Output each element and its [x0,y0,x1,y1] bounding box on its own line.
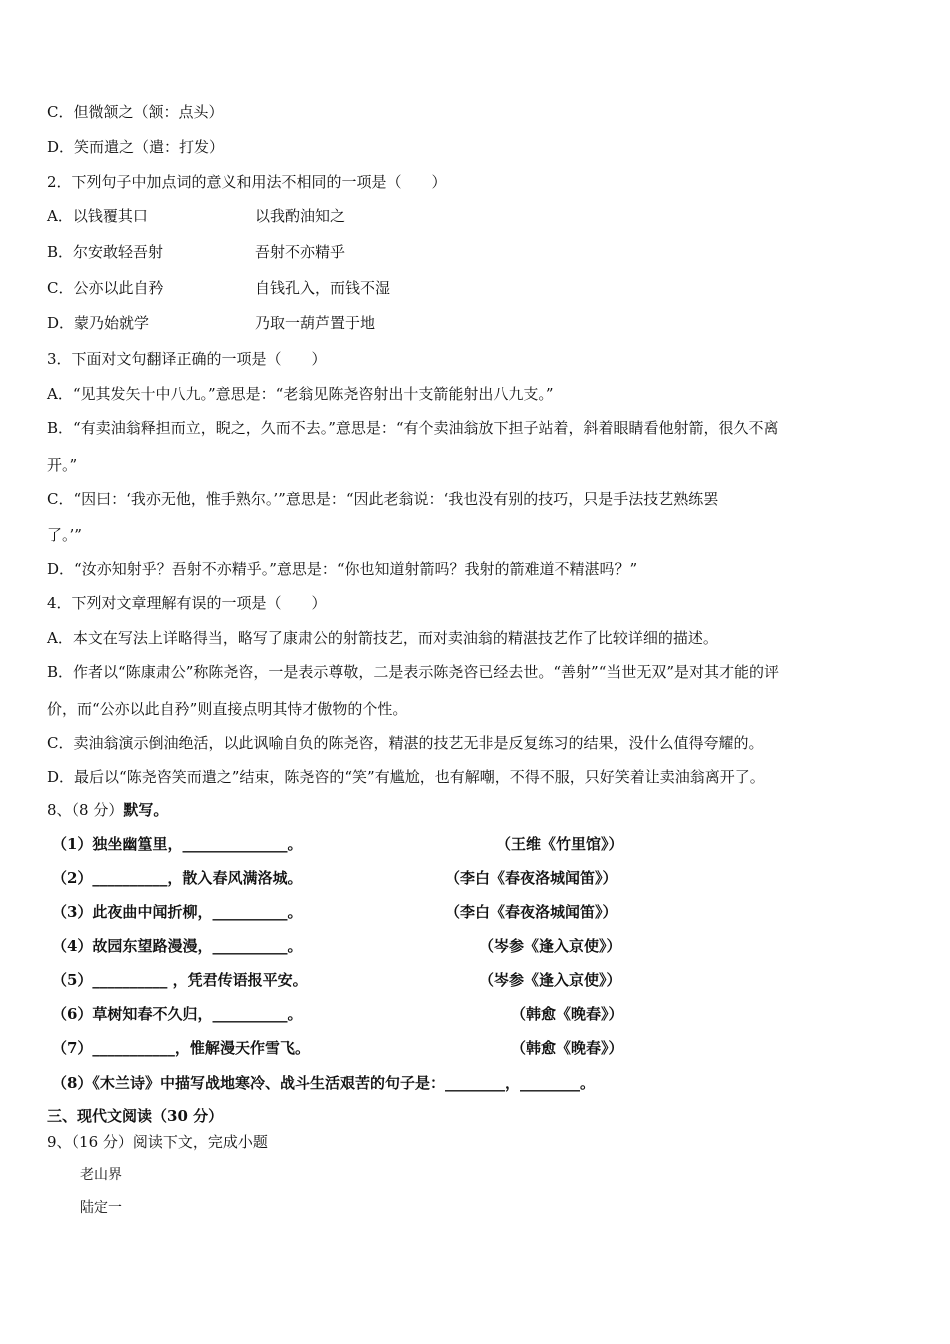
q8-item-5 [52,970,652,990]
q8-item-2-text: （2）__________，散入春风满洛城。 [52,869,303,887]
q3-option-a: A．“见其发矢十中八九。”意思是：“老翁见陈尧咨射出十支箭能射出八九支。” [47,385,554,403]
q8-item-7 [52,1038,652,1058]
q2-option-c-right: 自钱孔入，而钱不湿 [255,279,391,297]
passage-title: 老山界 [80,1167,122,1183]
q8-item-7-source: （韩愈《晚春》） [511,1039,624,1057]
q4-option-c: C．卖油翁演示倒油绝活，以此讽喻自负的陈尧咨，精湛的技艺无非是反复练习的结果，没什么值得夸耀的。 [47,734,764,752]
q4-option-a: A．本文在写法上详略得当，略写了康肃公的射箭技艺，而对卖油翁的精湛技艺作了比较详细的描述。 [47,629,718,647]
q2-option-d-left: D．蒙乃始就学 [47,314,150,332]
q1-option-c: C．但微颔之（颔：点头） [47,103,224,121]
q9-stem: 9、（16 分）阅读下文，完成小题 [47,1133,268,1151]
q8-item-1-text: （1）独坐幽篁里，______________。 [52,835,303,853]
q8-item-4-source: （岑参《逢入京使》） [479,937,622,955]
q8-item-4-text: （4）故园东望路漫漫，__________。 [52,937,303,955]
q2-option-b-right: 吾射不亦精乎 [255,243,346,261]
q1-option-d: D．笑而遣之（遣：打发） [47,138,225,156]
q8-item-5-source: （岑参《逢入京使》） [479,971,622,989]
q8-item-8: （8）《木兰诗》中描写战地寒冷、战斗生活艰苦的句子是：________，________。 [52,1074,595,1092]
section-3-heading: 三、现代文阅读（30 分） [47,1107,224,1125]
q3-option-c-line2: 了。’” [47,526,82,544]
q8-item-3 [52,902,652,922]
q8-item-2 [52,868,652,888]
q2-option-a [47,206,647,226]
q8-item-7-text: （7）___________，惟解漫天作雪飞。 [52,1039,310,1057]
q8-item-5-text: （5）__________ ，凭君传语报平安。 [52,971,308,989]
q2-option-b [47,242,647,262]
passage-author: 陆定一 [80,1200,122,1216]
q2-stem: 2．下列句子中加点词的意义和用法不相同的一项是（ ） [47,173,447,191]
q8-heading [47,800,168,820]
q2-option-a-right: 以我酌油知之 [255,207,346,225]
q2-option-c-left: C．公亦以此自矜 [47,279,164,297]
q8-item-1 [52,834,652,854]
q4-option-b-line2: 价，而“公亦以此自矜”则直接点明其恃才傲物的个性。 [47,700,408,718]
q8-item-2-source: （李白《春夜洛城闻笛》） [445,869,618,887]
q8-item-6-text: （6）草树知春不久归，__________。 [52,1005,303,1023]
q8-number: 8、（8 分） [47,801,124,819]
q4-option-d: D．最后以“陈尧咨笑而遣之”结束，陈尧咨的“笑”有尴尬，也有解嘲，不得不服，只好笑着让卖油翁离开了。 [47,768,765,786]
q3-option-c-line1: C．“因曰：‘我亦无他，惟手熟尔。’”意思是：“因此老翁说：‘我也没有别的技巧，只是手法技艺熟练罢 [47,490,719,508]
q4-option-b-line1: B．作者以“陈康肃公”称陈尧咨，一是表示尊敬，二是表示陈尧咨已经去世。“善射”“当世无双”是对其才能的评 [47,663,780,681]
q3-option-d: D．“汝亦知射乎？吾射不亦精乎。”意思是：“你也知道射箭吗？我射的箭难道不精湛吗？” [47,560,638,578]
q2-option-d [47,313,647,333]
q8-item-6-source: （韩愈《晚春》） [511,1005,624,1023]
q8-item-1-source: （王维《竹里馆》） [496,835,624,853]
q8-item-3-text: （3）此夜曲中闻折柳，__________。 [52,903,303,921]
q8-item-3-source: （李白《春夜洛城闻笛》） [445,903,618,921]
q2-option-d-right: 乃取一葫芦置于地 [255,314,376,332]
q8-title: 默写。 [123,801,169,819]
q3-option-b-line1: B．“有卖油翁释担而立，睨之，久而不去。”意思是：“有个卖油翁放下担子站着，斜着眼睛看他射箭，很久不离 [47,419,779,437]
q2-option-a-left: A．以钱覆其口 [47,207,148,225]
q2-option-b-left: B．尔安敢轻吾射 [47,243,164,261]
q8-item-4 [52,936,652,956]
q4-stem: 4．下列对文章理解有误的一项是（ ） [47,594,327,612]
q8-item-6 [52,1004,652,1024]
q3-option-b-line2: 开。” [47,456,78,474]
q3-stem: 3．下面对文句翻译正确的一项是（ ） [47,350,327,368]
q2-option-c [47,278,647,298]
